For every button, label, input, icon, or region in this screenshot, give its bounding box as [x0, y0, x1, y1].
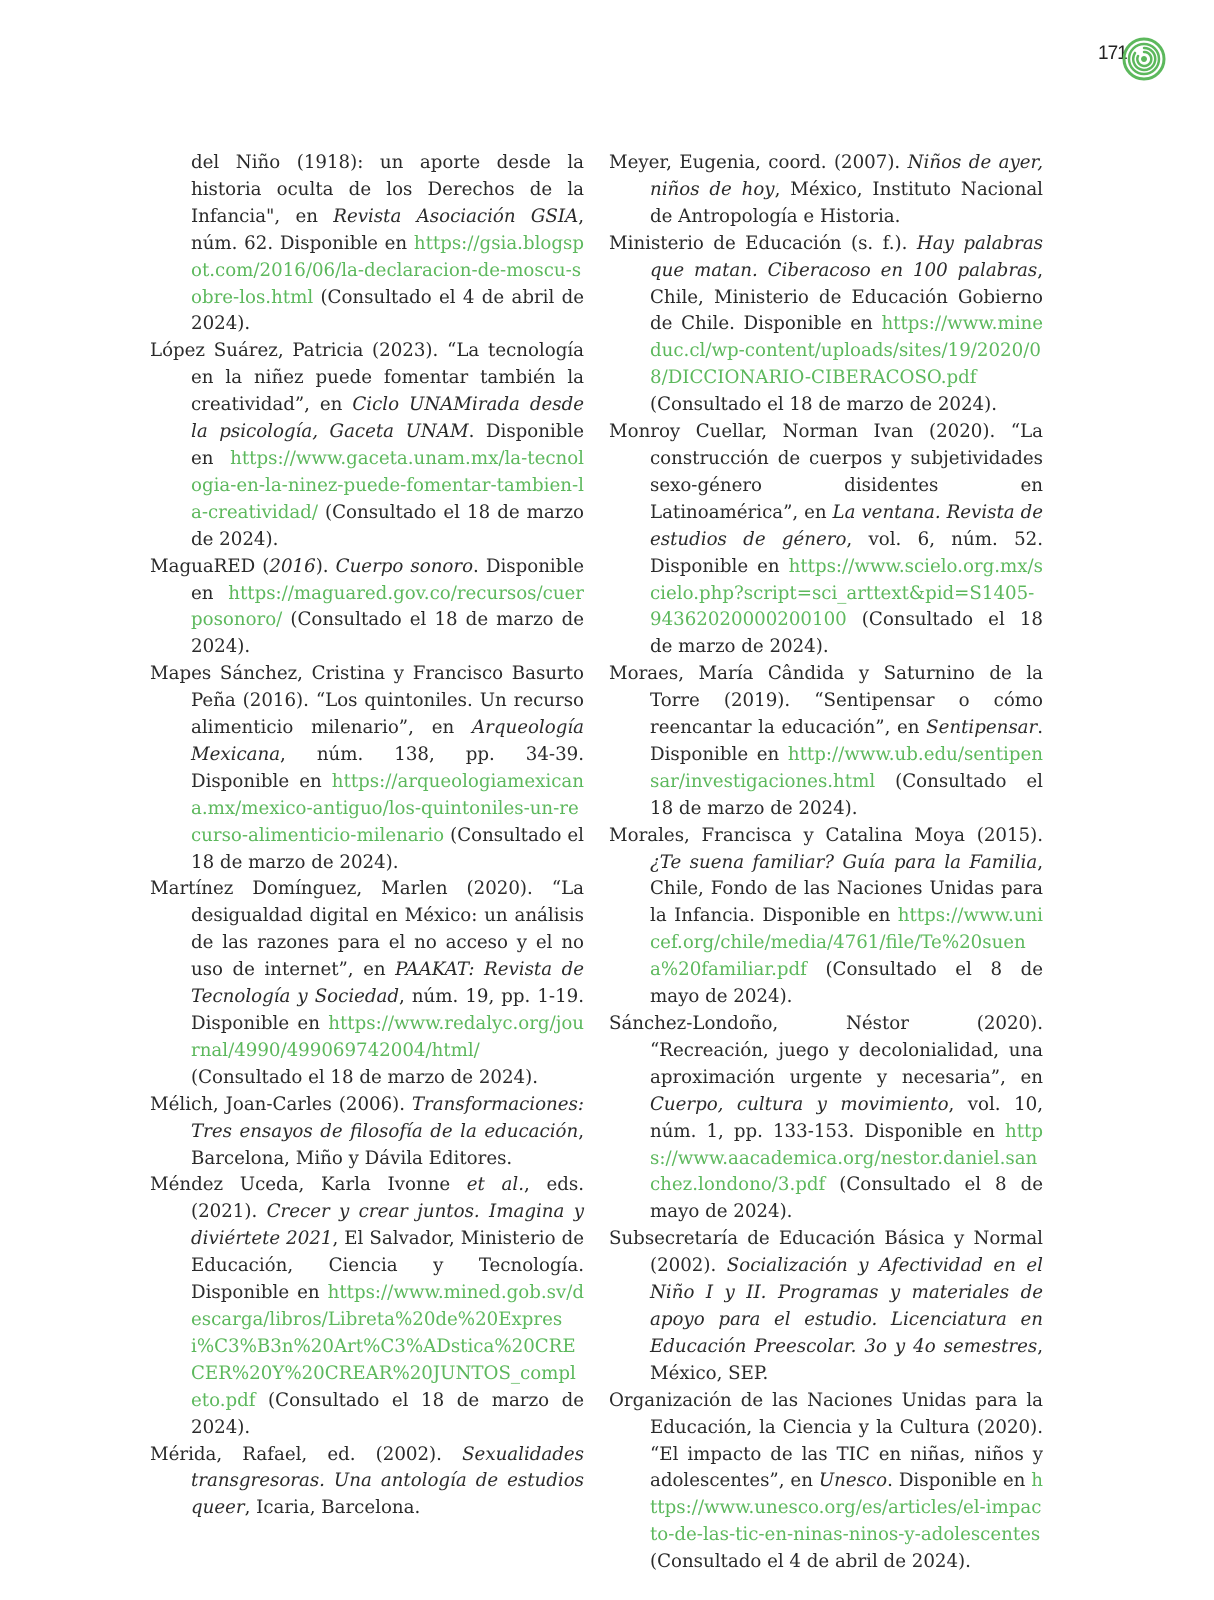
reference-text: (Consultado el 18 de marzo de 2024).	[191, 609, 584, 658]
page-number: 171	[1098, 43, 1127, 64]
reference-link[interactable]: https://www.unesco.org/es/articles/el-impacto-de-las-tic-en-ninas-ninos-y-adolescentes	[650, 1470, 1043, 1546]
reference-link[interactable]: https://www.redalyc.org/journal/4990/499069742004/html/	[191, 1013, 584, 1061]
reference-link[interactable]: https://maguared.gov.co/recursos/cuerposonoro/	[191, 582, 584, 631]
reference-link[interactable]: https://arqueologiamexicana.mx/mexico-antiguo/los-quintoniles-un-recurso-alimenticio-milenario	[191, 770, 584, 846]
reference-text: , Chile, Fondo de las Naciones Unidas para la Infancia. Disponible en	[650, 851, 1043, 927]
reference-text: Ministerio de Educación (s. f.).	[609, 232, 917, 254]
reference-text: . Disponible en	[191, 555, 584, 604]
reference-title: ¿Te suena familiar? Guía para la Familia	[650, 851, 1038, 873]
reference-title: Socialización y Afectividad en el Niño I y II. Programas y materiales de apoyo para el estudio. Licenciatura en Educación Preescolar. 3o y 4o semestres	[650, 1255, 1043, 1357]
reference-text: (Consultado el 4 de abril de 2024).	[650, 1551, 971, 1573]
reference-text: (Consultado el 18 de marzo de 2024).	[191, 501, 584, 550]
reference-text: , Chile, Ministerio de Educación Gobierno de Chile. Disponible en	[650, 259, 1043, 335]
reference-text: Martínez Domínguez, Marlen (2020). “La desigualdad digital en México: un análisis de las razones para el no acceso y el no uso de internet”, en	[150, 878, 584, 981]
reference-text: Morales, Francisca y Catalina Moya (2015).	[609, 824, 1043, 846]
reference-text: (Consultado el 18 de marzo de 2024).	[191, 1066, 538, 1088]
reference-text: , vol. 6, núm. 52. Disponible en	[650, 528, 1043, 577]
reference-title: Ciclo UNAMirada desde la psicología, Gaceta UNAM	[191, 394, 584, 443]
reference-text: del Niño (1918): un aporte desde la historia oculta de los Derechos de la Infancia", en	[191, 152, 584, 227]
reference-entry	[150, 661, 584, 876]
reference-link[interactable]: https://www.mined.gob.sv/descarga/libros/Libreta%20de%20Expresi%C3%B3n%20Art%C3%ADstica%20CRECER%20Y%20CREAR%20JUNTOS_completo.pdf	[191, 1282, 584, 1411]
reference-text: , México, SEP.	[650, 1335, 1043, 1384]
reference-entry	[150, 1442, 584, 1523]
references-left-column	[150, 150, 584, 1522]
reference-link[interactable]: https://www.mineduc.cl/wp-content/uploads/sites/19/2020/08/DICCIONARIO-CIBERACOSO.pdf	[650, 313, 1043, 389]
reference-entry	[609, 1011, 1043, 1226]
reference-text: López Suárez, Patricia (2023). “La tecnología en la niñez puede fomentar también la creatividad”, en	[150, 340, 584, 416]
reference-title: Cuerpo, cultura y movimiento	[650, 1093, 949, 1115]
references-right-column	[609, 150, 1043, 1576]
reference-text: Monroy Cuellar, Norman Ivan (2020). “La construcción de cuerpos y subjetividades sexo-género disidentes en Latinoamérica”, en	[609, 421, 1043, 523]
reference-text: (Consultado el 4 de abril de 2024).	[191, 286, 584, 335]
reference-text: , eds. (2021).	[191, 1174, 584, 1223]
reference-text: Organización de las Naciones Unidas para la Educación, la Ciencia y la Cultura (2020). “El impacto de las TIC en niñas, niños y adolescentes”, en	[609, 1389, 1043, 1492]
reference-entry	[150, 1092, 584, 1173]
reference-entry	[609, 1226, 1043, 1387]
reference-link[interactable]: https://gsia.blogspot.com/2016/06/la-declaracion-de-moscu-sobre-los.html	[191, 232, 584, 308]
reference-title: et al.	[466, 1174, 524, 1196]
reference-text: , núm. 138, pp. 34-39. Disponible en	[191, 743, 584, 792]
reference-entry	[609, 231, 1043, 419]
reference-text: . Disponible en	[887, 1470, 1032, 1492]
reference-text: , México, Instituto Nacional de Antropología e Historia.	[650, 178, 1043, 227]
reference-title: Unesco	[818, 1470, 888, 1492]
reference-entry	[150, 554, 584, 662]
reference-text: ).	[315, 555, 336, 577]
reference-text: (Consultado el 18 de marzo de 2024).	[191, 1389, 584, 1438]
reference-entry	[150, 338, 584, 553]
reference-title: Sexualidades transgresoras. Una antología de estudios queer	[191, 1443, 584, 1519]
reference-entry	[150, 876, 584, 1091]
reference-link[interactable]: https://www.unicef.org/chile/media/4761/file/Te%20suena%20familiar.pdf	[650, 905, 1043, 981]
reference-text: Méndez Uceda, Karla Ivonne	[150, 1174, 467, 1196]
reference-text: Subsecretaría de Educación Básica y Normal (2002).	[609, 1228, 1043, 1277]
reference-text: (Consultado el 18 de marzo de 2024).	[650, 770, 1043, 819]
reference-title: Crecer y crear juntos. Imagina y diviértete 2021	[191, 1201, 584, 1250]
reference-text: (Consultado el 18 de marzo de 2024).	[191, 824, 584, 873]
reference-text: Sánchez-Londoño, Néstor (2020). “Recreación, juego y decolonialidad, una aproximación urgente y necesaria”, en	[609, 1013, 1043, 1088]
reference-title: Cuerpo sonoro	[335, 555, 474, 577]
reference-entry	[609, 150, 1043, 231]
reference-text: (Consultado el 8 de mayo de 2024).	[650, 959, 1043, 1008]
reference-text: Mapes Sánchez, Cristina y Francisco Basurto Peña (2016). “Los quintoniles. Un recurso alimenticio milenario”, en	[150, 663, 584, 739]
reference-text: Mélich, Joan-Carles (2006).	[150, 1093, 412, 1115]
reference-title: 2016	[269, 555, 316, 577]
reference-text: Meyer, Eugenia, coord. (2007).	[609, 152, 908, 173]
reference-entry	[609, 823, 1043, 1011]
reference-text: , El Salvador, Ministerio de Educación, Ciencia y Tecnología. Disponible en	[191, 1228, 584, 1304]
reference-link[interactable]: https://www.scielo.org.mx/scielo.php?script=sci_arttext&pid=S1405-94362020000200100	[650, 555, 1043, 631]
reference-text: Mérida, Rafael, ed. (2002).	[150, 1443, 463, 1465]
green-spiral-logo-icon	[1122, 37, 1166, 81]
reference-text: , Barcelona, Miño y Dávila Editores.	[191, 1120, 584, 1169]
reference-title: PAAKAT: Revista de Tecnología y Sociedad	[191, 959, 584, 1008]
reference-link[interactable]: http://www.ub.edu/sentipensar/investigaciones.html	[650, 743, 1043, 792]
reference-text: MaguaRED (	[150, 555, 270, 577]
reference-text: . Disponible en	[650, 717, 1043, 765]
reference-entry	[609, 419, 1043, 661]
reference-title: Hay palabras que matan. Ciberacoso en 100 palabras	[650, 232, 1044, 281]
reference-link[interactable]: https://www.gaceta.unam.mx/la-tecnologia-en-la-ninez-puede-fomentar-tambien-la-creatividad/	[191, 447, 584, 523]
reference-text: (Consultado el 8 de mayo de 2024).	[650, 1174, 1043, 1223]
reference-title: Revista Asociación GSIA	[333, 205, 579, 227]
reference-text: , vol. 10, núm. 1, pp. 133-153. Disponible en	[650, 1093, 1043, 1142]
reference-link[interactable]: https://www.aacademica.org/nestor.daniel.sanchez.londono/3.pdf	[650, 1120, 1043, 1196]
reference-entry	[609, 1388, 1043, 1576]
reference-entry	[609, 661, 1043, 822]
reference-title: Sentipensar	[926, 717, 1038, 739]
reference-text: (Consultado el 18 de marzo de 2024).	[650, 394, 997, 416]
reference-entry	[150, 150, 584, 338]
reference-text: (Consultado el 18 de marzo de 2024).	[650, 609, 1043, 658]
reference-title: La ventana. Revista de estudios de género	[650, 501, 1043, 550]
reference-text: Moraes, María Cândida y Saturnino de la Torre (2019). “Sentipensar o cómo reencantar la educación”, en	[609, 663, 1043, 739]
reference-entry	[150, 1172, 584, 1441]
reference-text: . Disponible en	[191, 421, 584, 469]
reference-title: Transformaciones: Tres ensayos de filosofía de la educación	[191, 1093, 584, 1142]
reference-title: Arqueología Mexicana	[191, 717, 584, 765]
reference-text: , núm. 62. Disponible en	[191, 205, 584, 254]
reference-text: , núm. 19, pp. 1-19. Disponible en	[191, 986, 584, 1034]
reference-title: Niños de ayer, niños de hoy	[650, 152, 1043, 200]
reference-text: , Icaria, Barcelona.	[244, 1497, 421, 1519]
